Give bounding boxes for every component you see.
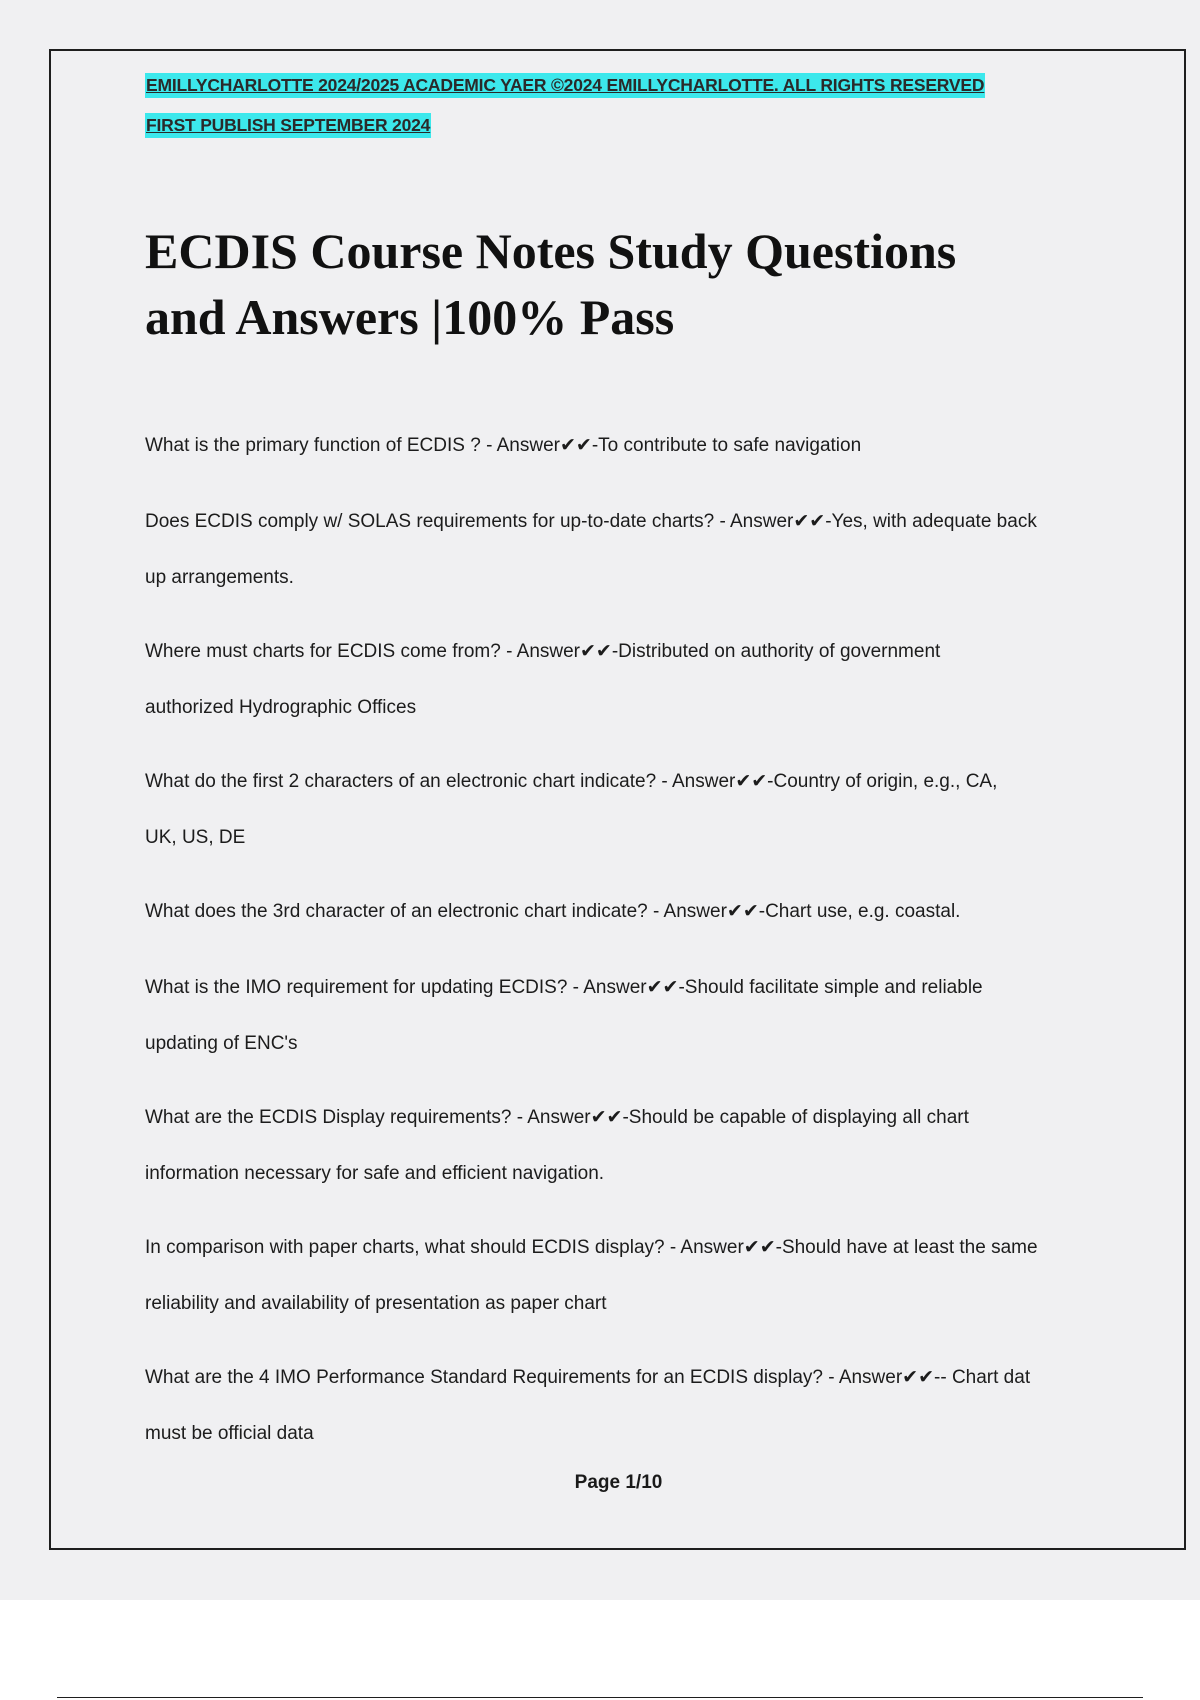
qa-item [145,494,1105,606]
next-page-divider [57,1697,1143,1698]
qa-text-line: must be official data [145,1423,314,1444]
qa-item [145,418,1105,474]
title-line-2: and Answers |100% Pass [145,289,675,345]
title-line-1: ECDIS Course Notes Study Questions [145,223,957,279]
page-number: Page 1/10 [574,1472,663,1493]
qa-text-line: Where must charts for ECDIS come from? - Answer✔✔-Distributed on authority of government [145,641,941,662]
qa-text-line: Does ECDIS comply w/ SOLAS requirements for up-to-date charts? - Answer✔✔-Yes, with adequate back [145,511,1037,532]
qa-item [145,1350,1105,1462]
qa-item [145,960,1105,1072]
qa-text-line: up arrangements. [145,567,294,588]
qa-text-line: What is the primary function of ECDIS ? - Answer✔✔-To contribute to safe navigation [145,435,862,456]
qa-text-line: What are the 4 IMO Performance Standard Requirements for an ECDIS display? - Answer✔✔-- Chart dat [145,1367,1031,1388]
qa-text-line: In comparison with paper charts, what should ECDIS display? - Answer✔✔-Should have at least the same [145,1237,1038,1258]
document-title [145,218,1105,350]
qa-item [145,1090,1105,1202]
qa-item [145,624,1105,736]
qa-text-line: authorized Hydrographic Offices [145,697,417,718]
qa-text-line: What do the first 2 characters of an electronic chart indicate? - Answer✔✔-Country of origin, e.g., CA, [145,771,998,792]
copyright-line: EMILLYCHARLOTTE 2024/2025 ACADEMIC YAER ©2024 EMILLYCHARLOTTE. ALL RIGHTS RESERVED [145,73,985,98]
qa-item [145,1220,1105,1332]
qa-item [145,884,1105,940]
publish-date-line: FIRST PUBLISH SEPTEMBER 2024 [145,113,431,138]
qa-text-line: reliability and availability of presentation as paper chart [145,1293,607,1314]
qa-text-line: information necessary for safe and efficient navigation. [145,1163,605,1184]
qa-text-line: updating of ENC's [145,1033,298,1054]
qa-text-line: What are the ECDIS Display requirements? - Answer✔✔-Should be capable of displaying all chart [145,1107,969,1128]
qa-text-line: What does the 3rd character of an electronic chart indicate? - Answer✔✔-Chart use, e.g. coastal. [145,901,961,922]
qa-item [145,754,1105,866]
qa-text-line: UK, US, DE [145,827,246,848]
qa-text-line: What is the IMO requirement for updating ECDIS? - Answer✔✔-Should facilitate simple and reliable [145,977,983,998]
